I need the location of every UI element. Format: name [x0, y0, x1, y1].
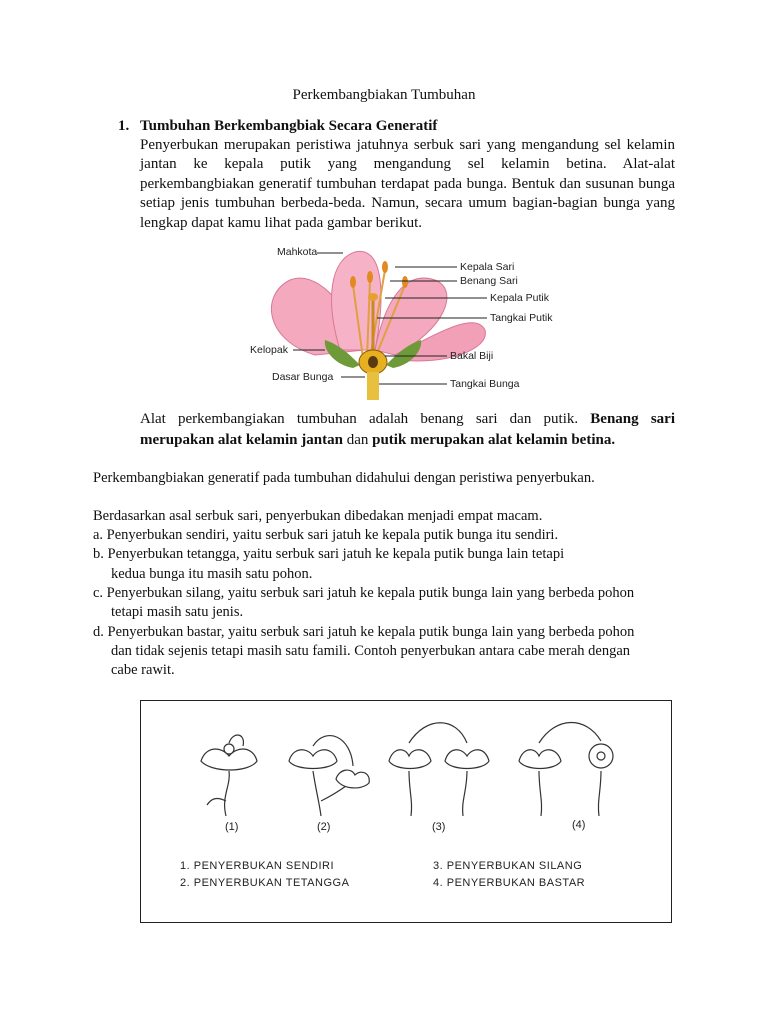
after-figure-prefix: Alat perkembangiakan tumbuhan adalah benang sari dan putik. [140, 411, 591, 427]
list-item-c-line1: c. Penyerbukan silang, yaitu serbuk sari jatuh ke kepala putik bunga lain yang berbeda pohon [93, 585, 635, 601]
label-kelopak: Kelopak [250, 344, 288, 356]
label-kepala-sari: Kepala Sari [460, 261, 515, 273]
diagram-number-1: (1) [225, 821, 239, 833]
list-item-c-line2: tetapi masih satu jenis. [111, 604, 244, 620]
after-figure-bold-1: Benang sari merupakan alat kelamin jantan [140, 411, 675, 448]
section-number: 1. [118, 118, 130, 134]
list-item-d-line3: cabe rawit. [111, 662, 175, 678]
list-item-d-line2: dan tidak sejenis tetapi masih satu famili. Contoh penyerbukan antara cabe merah dengan [111, 643, 631, 659]
after-figure-paragraph [140, 409, 675, 451]
list-item-d-line1: d. Penyerbukan bastar, yaitu serbuk sari jatuh ke kepala putik bunga lain yang berbeda pohon [93, 624, 635, 640]
diagram-number-4: (4) [572, 819, 586, 831]
list-item-a: a. Penyerbukan sendiri, yaitu serbuk sari jatuh ke kepala putik bunga itu sendiri. [93, 527, 559, 543]
label-benang-sari: Benang Sari [460, 275, 518, 287]
list-item-b-line1: b. Penyerbukan tetangga, yaitu serbuk sari jatuh ke kepala putik bunga lain tetapi [93, 546, 565, 562]
label-tangkai-bunga: Tangkai Bunga [450, 378, 520, 390]
body-intro: Perkembangbiakan generatif pada tumbuhan didahului dengan peristiwa penyerbukan. [93, 470, 595, 486]
caption-silang: 3. PENYERBUKAN SILANG [433, 860, 583, 872]
label-mahkota: Mahkota [277, 246, 318, 258]
page-title: Perkembangbiakan Tumbuhan [292, 87, 476, 103]
types-intro: Berdasarkan asal serbuk sari, penyerbukan dibedakan menjadi empat macam. [93, 508, 543, 524]
after-figure-bold-2: putik merupakan alat kelamin betina. [372, 432, 616, 448]
after-figure-mid: dan [342, 432, 373, 448]
label-tangkai-putik: Tangkai Putik [490, 312, 553, 324]
diagram-number-3: (3) [432, 821, 446, 833]
pollination-illustration [141, 701, 671, 841]
flower-anatomy-figure [245, 240, 553, 400]
section-paragraph: Penyerbukan merupakan peristiwa jatuhnya serbuk sari yang mengandung sel kelamin jantan ke kepala putik yang mengandung sel kelamin betina. Alat-alat perkembangbiakan generatif tumbuhan terdapat pada bunga. Bentuk dan susunan bunga setiap jenis tumbuhan berbeda-beda. Namun, secara umum bagian-bagian bunga yang lengkap dapat kamu lihat pada gambar berikut. [140, 137, 675, 231]
caption-bastar: 4. PENYERBUKAN BASTAR [433, 877, 586, 889]
caption-tetangga: 2. PENYERBUKAN TETANGGA [180, 877, 350, 889]
caption-sendiri: 1. PENYERBUKAN SENDIRI [180, 860, 335, 872]
diagram-number-2: (2) [317, 821, 331, 833]
label-kepala-putik: Kepala Putik [490, 292, 549, 304]
section-heading: Tumbuhan Berkembangbiak Secara Generatif [140, 118, 438, 134]
pollination-diagram [140, 700, 672, 923]
list-item-b-line2: kedua bunga itu masih satu pohon. [111, 566, 313, 582]
label-bakal-biji: Bakal Biji [450, 350, 494, 362]
label-dasar-bunga: Dasar Bunga [272, 371, 334, 383]
